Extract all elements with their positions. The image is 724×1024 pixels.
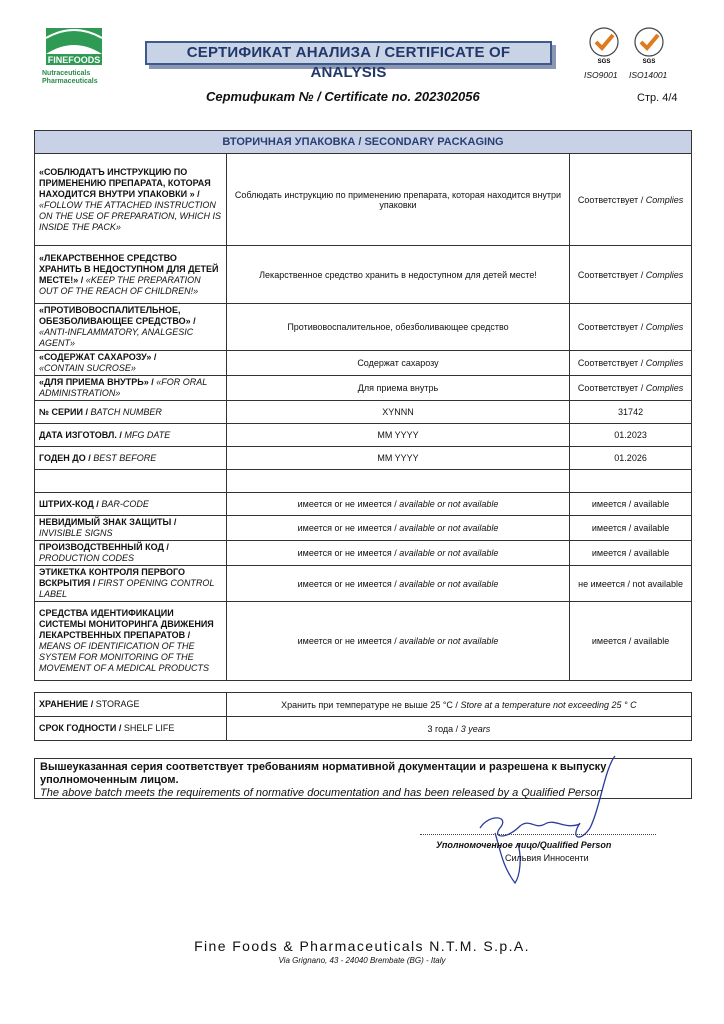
row-spec: Содержат сахарозу — [226, 351, 569, 376]
statement-en: The above batch meets the requirements of normative documentation and has been released by a Qualified Person — [40, 787, 603, 799]
shelf-life-label: СРОК ГОДНОСТИ / SHELF LIFE — [35, 717, 227, 741]
table-row — [35, 154, 692, 246]
iso14001-label: ISO14001 — [629, 70, 668, 80]
qualified-person-label: Уполномоченное лицо/Qualified Person — [436, 840, 612, 850]
storage-table — [34, 692, 692, 741]
document-title: СЕРТИФИКАТ АНАЛИЗА / CERTIFICATE OF ANALYSIS — [145, 41, 552, 65]
iso9001-label: ISO9001 — [584, 70, 618, 80]
row-label: «СОДЕРЖАТ САХАРОЗУ» / «CONTAIN SUCROSE» — [35, 351, 227, 376]
shelf-life-value: 3 года / 3 years — [226, 717, 691, 741]
row-spec: Противовоспалительное, обезболивающее средство — [226, 304, 569, 351]
row-label: ПРОИЗВОДСТВЕННЫЙ КОД / PRODUCTION CODES — [35, 541, 227, 566]
storage-value: Хранить при температуре не выше 25 °C / Store at a temperature not exceeding 25 ° C — [226, 693, 691, 717]
row-result: Соответствует / Complies — [570, 154, 692, 246]
table-row — [35, 493, 692, 516]
table-row — [35, 717, 692, 741]
row-label: НЕВИДИМЫЙ ЗНАК ЗАЩИТЫ / INVISIBLE SIGNS — [35, 516, 227, 541]
row-spec: имеется or не имеется / available or not available — [226, 516, 569, 541]
table-row — [35, 401, 692, 424]
table-row — [35, 424, 692, 447]
company-logo — [42, 24, 106, 68]
row-result: 31742 — [570, 401, 692, 424]
logo-sub2: Pharmaceuticals — [42, 78, 98, 85]
page-number: Стр. 4/4 — [637, 92, 678, 104]
row-result: 01.2023 — [570, 424, 692, 447]
row-spec: MM YYYY — [226, 447, 569, 470]
seal2-label: SGS — [642, 59, 656, 65]
row-label: «СОБЛЮДАТЪ ИНСТРУКЦИЮ ПО ПРИМЕНЕНИЮ ПРЕПАРАТА, КОТОРАЯ НАХОДИТСЯ ВНУТРИ УПАКОВКИ » / «FOLLOW THE ATTACHED INSTRUCTION ON THE USE OF PREPARATION, WHICH IS INSIDE THE PACK» — [35, 154, 227, 246]
row-spec: Для приема внутрь — [226, 376, 569, 401]
row-spec: MM YYYY — [226, 424, 569, 447]
row-spec: XYNNN — [226, 401, 569, 424]
row-spec: имеется or не имеется / available or not available — [226, 566, 569, 602]
company-address: Via Grignano, 43 - 24040 Brembate (BG) - Italy — [278, 956, 446, 965]
row-label: «ДЛЯ ПРИЕМА ВНУТРЬ» / «FOR ORAL ADMINISTRATION» — [35, 376, 227, 401]
signature — [440, 748, 640, 890]
company-name: Fine Foods & Pharmaceuticals N.T.M. S.p.A. — [194, 938, 530, 954]
row-result: имеется / available — [570, 541, 692, 566]
logo-wordmark: FINEFOODS — [47, 55, 101, 65]
row-result: имеется / available — [570, 602, 692, 681]
row-label: ДАТА ИЗГОТОВЛ. / MFG DATE — [35, 424, 227, 447]
row-result: имеется / available — [570, 516, 692, 541]
section-header: ВТОРИЧНАЯ УПАКОВКА / SECONDARY PACKAGING — [35, 131, 692, 154]
row-label: № СЕРИИ / BATCH NUMBER — [35, 401, 227, 424]
table-row — [35, 246, 692, 304]
table-row — [35, 566, 692, 602]
row-result: Соответствует / Complies — [570, 351, 692, 376]
table-row — [35, 447, 692, 470]
signature-line — [420, 834, 656, 835]
qualified-person-name: Сильвия Инносенти — [505, 853, 589, 863]
table-row — [35, 541, 692, 566]
table-spacer-row — [35, 470, 692, 493]
table-row — [35, 516, 692, 541]
logo-sub1: Nutraceuticals — [42, 70, 91, 77]
row-spec: имеется or не имеется / available or not available — [226, 493, 569, 516]
row-spec: Соблюдать инструкцию по применению препарата, которая находится внутри упаковки — [226, 154, 569, 246]
certificate-number: Сертификат № / Certificate no. 202302056 — [206, 89, 480, 104]
row-result: Соответствует / Complies — [570, 376, 692, 401]
row-result: 01.2026 — [570, 447, 692, 470]
row-spec: Лекарственное средство хранить в недоступном для детей месте! — [226, 246, 569, 304]
table-row — [35, 376, 692, 401]
row-label: ШТРИХ-КОД / BAR-CODE — [35, 493, 227, 516]
table-row — [35, 693, 692, 717]
table-row — [35, 304, 692, 351]
row-label: ГОДЕН ДО / BEST BEFORE — [35, 447, 227, 470]
row-label: «ЛЕКАРСТВЕННОЕ СРЕДСТВО ХРАНИТЬ В НЕДОСТУПНОМ ДЛЯ ДЕТЕЙ МЕСТЕ!» / «KEEP THE PREPARATION OUT OF THE REACH OF CHILDREN!» — [35, 246, 227, 304]
logo-subtitle — [42, 70, 98, 86]
statement-ru: Вышеуказанная серия соответствует требованиям нормативной документации и разрешена к выпуску уполномоченным лицом. — [40, 761, 607, 786]
row-label: ЭТИКЕТКА КОНТРОЛЯ ПЕРВОГО ВСКРЫТИЯ / FIRST OPENING CONTROL LABEL — [35, 566, 227, 602]
seal1-label: SGS — [597, 59, 611, 65]
row-result: Соответствует / Complies — [570, 246, 692, 304]
table-row — [35, 602, 692, 681]
secondary-packaging-table — [34, 130, 692, 681]
row-label: «ПРОТИВОВОСПАЛИТЕЛЬНОЕ, ОБЕЗБОЛИВАЮЩЕЕ СРЕДСТВО» / «ANTI-INFLAMMATORY, ANALGESIC AGENT» — [35, 304, 227, 351]
storage-label: ХРАНЕНИЕ / STORAGE — [35, 693, 227, 717]
sgs-seal-icon — [632, 27, 666, 65]
row-result: имеется / available — [570, 493, 692, 516]
table-row — [35, 351, 692, 376]
row-label: СРЕДСТВА ИДЕНТИФИКАЦИИ СИСТЕМЫ МОНИТОРИНГА ДВИЖЕНИЯ ЛЕКАРСТВЕННЫХ ПРЕПАРАТОВ / MEANS OF IDENTIFICATION OF THE SYSTEM FOR MONITORING OF THE MOVEMENT OF A MEDICAL PRODUCTS — [35, 602, 227, 681]
row-spec: имеется or не имеется / available or not available — [226, 602, 569, 681]
row-result: Соответствует / Complies — [570, 304, 692, 351]
sgs-seal-icon — [587, 27, 621, 65]
row-result: не имеется / not available — [570, 566, 692, 602]
row-spec: имеется or не имеется / available or not available — [226, 541, 569, 566]
